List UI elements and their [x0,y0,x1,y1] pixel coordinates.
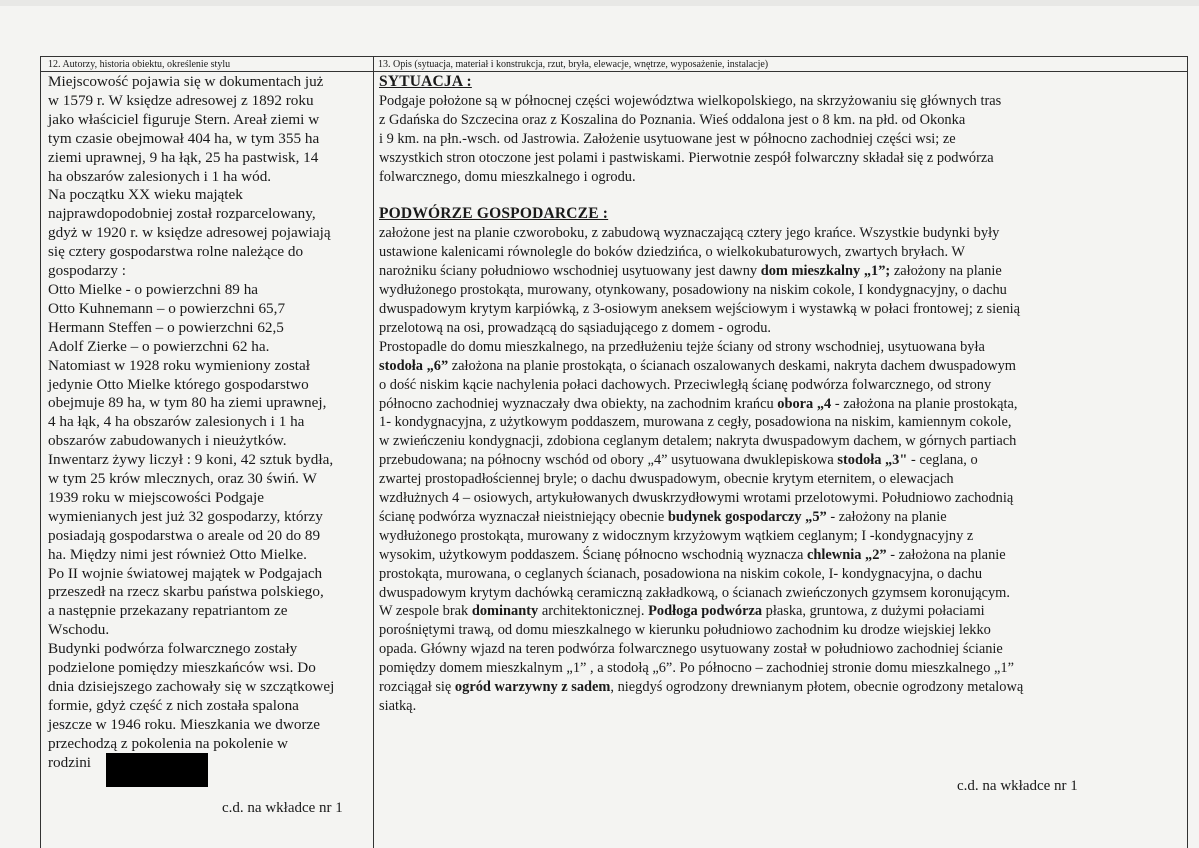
sytuacja-text [379,92,1179,187]
left-continued-note: c.d. na wkładce nr 1 [222,800,343,816]
paragraph-line: wydłużonego prostokąta, murowany, otynkowany, posadowiony na niskim cokole, I kondygnacyjny, o dachu [379,282,1007,299]
bold-term: ogród warzywny z sadem [454,679,611,696]
history-line: Na początku XX wieku majątek [48,186,243,204]
left-section-header: 12. Autorzy, historia obiektu, określenie stylu [48,59,231,70]
history-line: 1939 roku w miejscowości Podgaje [48,488,264,506]
history-line: przechodzą z pokolenia na pokolenie w [48,734,288,752]
building-name: chlewnia „2” [807,546,887,563]
paragraph-line: pomiędzy domem mieszkalnym „1” , a stodołą „6”. Po północno – zachodniej stronie domu mieszkalnego „1” [379,660,1015,677]
paragraph-line: stodoła „6” założona na planie prostokąta, o ścianach oszalowanych deskami, nakryta dachem dwuspadowym [379,357,1017,374]
history-line: Natomiast w 1928 roku wymieniony został [48,356,310,374]
header-rule-top [40,56,1188,57]
paragraph-line: przelotową na osi, prowadzącą do sąsiadującego z domem - ogrodu. [379,319,772,336]
paragraph-line: północno zachodniej wyznaczały dwa obiekty, na zachodnim krańcu obora „4 - założona na planie prostokąta, [379,395,1018,412]
history-line: wymienianych jest już 32 gospodarzy, którzy [48,507,323,525]
section-title-sytuacja: SYTUACJA : [379,73,472,90]
paragraph-line: dwuspadowym krytym karpiówką, z 3-osiowym aneksem wejściowym i wystawką w połaci frontowej; z sienią [379,300,1021,317]
history-line: przeszedł na rzecz skarbu państwa polskiego, [48,583,324,601]
paragraph-line: ustawione kalenicami równolegle do boków dziedzińca, o wielkokubaturowych, zwartych bryłach. W [379,244,965,261]
paragraph-line: wydłużonego prostokąta, murowany z widocznym krzyżowym wątkiem ceglanym; I -kondygnacyjny z [379,527,974,544]
history-line: Po II wojnie światowej majątek w Podgajach [48,564,323,582]
paragraph-line: Prostopadle do domu mieszkalnego, na przedłużeniu tejże ściany od strony wschodniej, usytuowana była [379,338,985,355]
history-line: obejmuje 89 ha, w tym 80 ha ziemi uprawnej, [48,394,327,412]
right-continued-note: c.d. na wkładce nr 1 [957,778,1078,794]
history-line: 4 ha łąk, 4 ha obszarów zalesionych i 1 ha [48,413,305,431]
paragraph-line: przebudowana; na północny wschód od obory „4” usytuowana dwuklepiskowa stodoła „3" - ceglana, o [379,452,978,469]
paragraph-line: o dość niskim kącie nachylenia połaci dachowych. Przeciwległą ścianę podwórza folwarcznego, od strony [379,376,992,393]
history-last-line-text: rodzini [48,753,92,771]
history-line: a następnie przekazany repatriantom ze [48,602,288,620]
history-line: podzielone pomiędzy mieszkańców wsi. Do [48,659,316,677]
paragraph-line: opada. Główny wjazd na teren podwórza folwarcznego usytuowany został w południowo zachodniej ścianie [379,641,1003,658]
paragraph-line: narożniku ściany południowo wschodniej usytuowany jest dawny dom mieszkalny „1”; założony na planie [379,263,1002,280]
paragraph-line: rozciągał się ogród warzywny z sadem, niegdyś ogrodzony drewnianym płotem, obecnie ogrodzony metalową [379,679,1024,696]
scan-edge [0,0,1199,6]
history-text [48,73,370,754]
history-line: gospodarzy : [48,262,127,280]
sytuacja-line: folwarcznego, domu mieszkalnego i ogrodu. [379,168,636,185]
history-line: formie, gdyż część z nich została spalona [48,696,299,714]
paragraph-line: prostokąta, murowana, o ceglanych ścianach, posadowiona na niskim cokole, I- kondygnacyjna, o dachu [379,565,983,582]
frame-right-border [1187,56,1188,848]
paragraph-line: 1- kondygnacyjna, z użytkowym poddaszem, murowana z cegły, posadowiona na niskim, kamiennym cokole, [379,414,1012,431]
right-section-header: 13. Opis (sytuacja, materiał i konstrukcja, rzut, bryła, elewacje, wnętrze, wyposażenie, instalacje) [378,59,769,70]
history-line: jeszcze w 1946 roku. Mieszkania we dworze [48,715,321,733]
frame-left-border [40,56,41,848]
history-line: ha. Między nimi jest również Otto Mielke. [48,545,307,563]
sytuacja-line: wszystkich stron otoczone jest polami i pastwiskami. Pierwotnie zespół folwarczny składał się z podwórza [379,149,994,166]
paragraph-line: ścianę podwórza wyznaczał nieistniejący obecnie budynek gospodarczy „5” - założony na planie [379,508,947,525]
history-line: Hermann Steffen – o powierzchni 62,5 [48,318,284,336]
description-column [379,73,1179,716]
history-line: jedynie Otto Mielke którego gospodarstwo [48,375,309,393]
paragraph-line: w zwieńczeniu kondygnacji, zdobiona ceglanym detalem; nakryta dwuspadowym dachem, w górnych partiach [379,433,1017,450]
history-last-line [48,754,370,773]
history-line: najprawdopodobniej został rozparcelowany, [48,205,316,223]
history-line: obszarów zabudowanych i nieużytków. [48,432,287,450]
history-line: dnia dzisiejszego zachowały się w szczątkowej [48,678,335,695]
history-line: Otto Kuhnemann – o powierzchni 65,7 [48,299,286,317]
paragraph-line: siatką. [379,698,417,714]
history-line: Adolf Zierke – o powierzchni 62 ha. [48,337,270,355]
building-name: dom mieszkalny „1”; [760,263,891,280]
redaction-block [106,753,208,787]
history-line: ha obszarów zalesionych i 1 ha wód. [48,167,272,185]
paragraph-line: założone jest na planie czworoboku, z zabudową wyznaczającą cztery jego krańce. Wszystkie budynki były [379,225,1000,242]
history-line: ziemi uprawnej, 9 ha łąk, 25 ha pastwisk, 14 [48,148,319,166]
paragraph-line: dwuspadowym krytym dachówką ceramiczną zakładkową, o ścianach zwieńczonych gzymsem koronującym. [379,584,1010,601]
history-line: Otto Mielke - o powierzchni 89 ha [48,280,259,298]
sytuacja-line: Podgaje położone są w północnej części województwa wielkopolskiego, na skrzyżowaniu się głównych tras [379,92,1002,109]
paragraph-line: wysokim, użytkowym poddaszem. Ścianę północno wschodnią wyznacza chlewnia „2” - założona na planie [379,546,1006,563]
history-line: Budynki podwórza folwarcznego zostały [48,640,298,658]
paragraph-line: zwartej prostopadłościennej bryle; o dachu dwuspadowym, obecnie krytym eternitem, o elewacjach [379,471,954,488]
history-line: Wschodu. [48,621,110,639]
building-name: budynek gospodarczy „5” [667,508,827,525]
history-line: w 1579 r. W księdze adresowej z 1892 roku [48,91,314,109]
header-rule-bottom [40,71,1188,72]
sytuacja-line: i 9 km. na płn.-wsch. od Jastrowia. Założenie usytuowane jest w północno zachodniej części wsi; ze [379,130,956,147]
building-name: stodoła „6” [379,357,449,374]
section-title-podworze: PODWÓRZE GOSPODARCZE : [379,205,609,223]
history-line: Miejscowość pojawia się w dokumentach już [48,73,324,90]
building-name: stodoła „3" [837,452,908,469]
history-line: się cztery gospodarstwa rolne należące do [48,243,304,261]
bold-term: Podłoga podwórza [648,603,763,620]
history-line: w tym 25 krów mlecznych, oraz 30 świń. W [48,470,317,488]
paragraph-line: porośniętymi trawą, od domu mieszkalnego w kierunku południowo zachodnim ku drodze wiejskiej lekko [379,622,991,639]
column-divider [373,56,374,848]
history-line: posiadają gospodarstwa o areale od 20 do 89 [48,526,321,544]
building-name: obora „4 [777,395,832,412]
history-line: jako właściciel figuruje Stern. Areał ziemi w [48,110,320,128]
sytuacja-line: z Gdańska do Szczecina oraz z Koszalina do Poznania. Wieś oddalona jest o 8 km. na płd. od Okonka [379,111,966,128]
history-line: tym czasie obejmował 404 ha, w tym 355 ha [48,129,320,147]
paragraph-line: wzdłużnych 4 – osiowych, artykułowanych dwuskrzydłowymi wrotami przelotowymi. Południowo zachodnią [379,490,1014,507]
history-column [48,73,370,773]
history-line: gdyż w 1920 r. w księdze adresowej pojawiają [48,224,331,242]
bold-term: dominanty [471,603,539,620]
paragraph-line: W zespole brak dominanty architektonicznej. Podłoga podwórza płaska, gruntowa, z dużymi połaciami [379,603,985,620]
history-line: Inwentarz żywy liczył : 9 koni, 42 sztuk bydła, [48,451,334,469]
